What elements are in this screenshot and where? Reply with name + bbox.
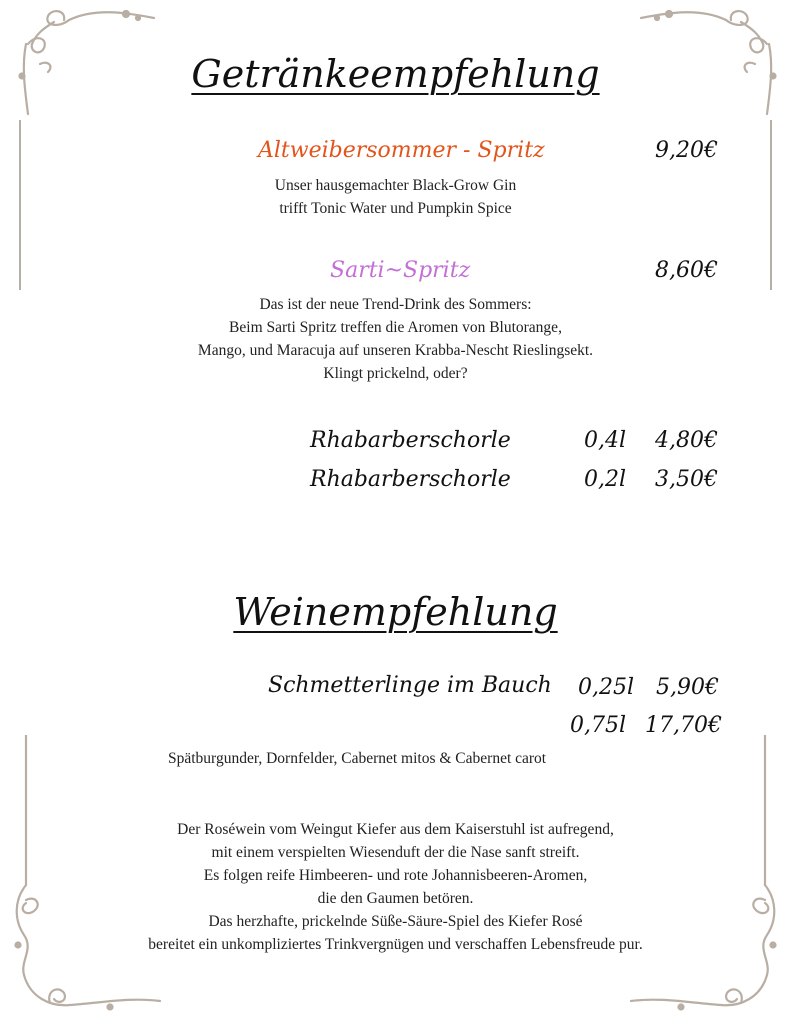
spritz-1-desc-line: Unser hausgemachter Black-Grow Gin [274,177,517,194]
wine-desc-line: mit einem verspielten Wiesenduft der die Nase sanft streift. [211,844,580,861]
schorle-1-name: Rhabarberschorle [310,428,511,453]
drinks-section-title: Getränkeempfehlung [191,52,600,96]
wine-price-large: 17,70€ [645,713,722,738]
spritz-1-name: Altweibersommer - Spritz [258,138,545,163]
spritz-1-price: 9,20€ [655,138,718,163]
spritz-2-desc-line: Beim Sarti Spritz treffen die Aromen von Blutorange, [229,319,562,336]
wine-desc-line: die den Gaumen betören. [317,890,474,907]
wine-desc-line: bereitet ein unkompliziertes Trinkvergnügen und verschaffen Lebensfreude pur. [148,936,643,953]
spritz-2-description [0,293,791,385]
wine-name: Schmetterlinge im Bauch [268,673,552,698]
schorle-1-size: 0,4l [584,428,627,453]
spritz-1-description [0,174,791,220]
schorle-2-price: 3,50€ [655,467,718,492]
wine-size-large: 0,75l [570,713,627,738]
wine-desc-line: Es folgen reife Himbeeren- und rote Johannisbeeren-Aromen, [203,867,588,884]
spritz-2-price: 8,60€ [655,258,718,283]
spritz-1-desc-line: trifft Tonic Water und Pumpkin Spice [279,200,512,217]
schorle-2-size: 0,2l [584,467,627,492]
spritz-2-desc-line: Mango, und Maracuja auf unseren Krabba-Nescht Rieslingsekt. [197,342,594,359]
wine-desc-line: Der Roséwein vom Weingut Kiefer aus dem Kaiserstuhl ist aufregend, [177,821,614,838]
spritz-2-name: Sarti~Spritz [330,258,471,283]
wine-section-title: Weinempfehlung [233,590,558,634]
wine-description [0,818,791,956]
schorle-2-name: Rhabarberschorle [310,467,511,492]
wine-size-small: 0,25l [578,675,635,700]
wine-price-small: 5,90€ [656,675,719,700]
schorle-1-price: 4,80€ [655,428,718,453]
wine-desc-line: Das herzhafte, prickelnde Süße-Säure-Spiel des Kiefer Rosé [208,913,583,930]
spritz-2-desc-line: Das ist der neue Trend-Drink des Sommers: [259,296,532,313]
wine-grapes: Spätburgunder, Dornfelder, Cabernet mitos & Cabernet carot [168,750,547,767]
spritz-2-desc-line: Klingt prickelnd, oder? [323,365,468,382]
